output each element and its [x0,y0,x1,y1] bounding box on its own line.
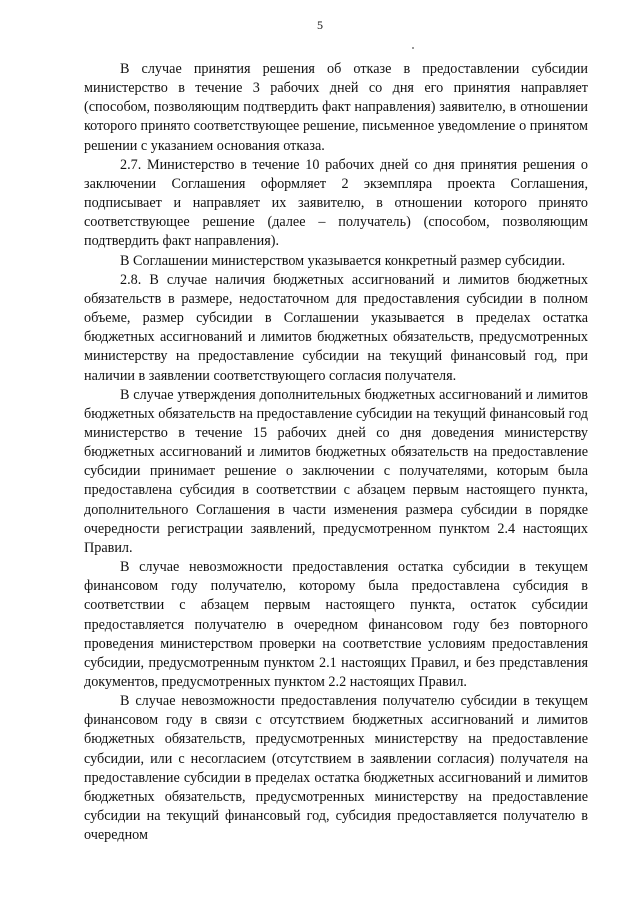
page-number: 5 [317,18,323,32]
paragraph-impossibility: В случае невозможности предоставления получателю субсидии в текущем финансовом году в связи с отсутствием бюджетных ассигнований и лимитов бюджетных обязательств, предусмотренных министерству на предоставление субсидии, или с несогласием (отсутствием в заявлении согласия) получателя на предоставление субсидии в пределах остатка бюджетных ассигнований и лимитов бюджетных обязательств, предусмотренных министерству на предоставление субсидии на текущий финансовый год, субсидия предоставляется получателю в очередном [84,693,588,844]
paragraph-refusal-notice: В случае принятия решения об отказе в предоставлении субсидии министерство в течение 3 рабочих дней со дня его принятия направляет (способом, позволяющим подтвердить факт направления) заявителю, в отношении которого принято соответствующее решение, письменное уведомление о принятом решении с указанием основания отказа. [84,61,588,154]
paragraph-remaining-subsidy: В случае невозможности предоставления остатка субсидии в текущем финансовом году получателю, которому была предоставлена субсидия в соответствии с абзацем первым настоящего пункта, остаток субсидии предоставляется получателю в очередном финансовом году без повторного проведения министерством проверки на соответствие условиям предоставления субсидии, предусмотренным пунктом 2.1 настоящих Правил, и без представления документов, предусмотренных пунктом 2.2 настоящих Правил. [84,559,588,690]
paragraph-additional-allocations: В случае утверждения дополнительных бюджетных ассигнований и лимитов бюджетных обязательств на предоставление субсидии на текущий финансовый год министерство в течение 15 рабочих дней со дня доведения министерству бюджетных ассигнований и лимитов бюджетных обязательств на предоставление субсидии принимает решение о заключении с получателями, которым была предоставлена субсидия в соответствии с абзацем первым настоящего пункта, дополнительного Соглашения в части изменения размера субсидии в порядке очередности регистрации заявлений, предусмотренном пунктом 2.4 настоящих Правил. [84,386,588,556]
paragraph-2-8-insufficient-funds: 2.8. В случае наличия бюджетных ассигнований и лимитов бюджетных обязательств в размере, недостаточном для предоставления субсидии в полном объеме, размер субсидии в Соглашении указывается в пределах остатка бюджетных ассигнований и лимитов бюджетных обязательств, предусмотренных министерству на предоставление субсидии на текущий финансовый год, при наличии в заявлении соответствующего согласия получателя. [84,271,588,384]
scan-speck [412,47,414,49]
paragraph-2-7-agreement: 2.7. Министерство в течение 10 рабочих дней со дня принятия решения о заключении Соглашения оформляет 2 экземпляра проекта Соглашения, подписывает и направляет их заявителю, в отношении которого принято соответствующее решение (далее – получатель) (способом, позволяющим подтвердить факт направления). [84,156,588,250]
document-body [84,60,588,845]
paragraph-subsidy-amount: В Соглашении министерством указывается конкретный размер субсидии. [120,252,566,269]
